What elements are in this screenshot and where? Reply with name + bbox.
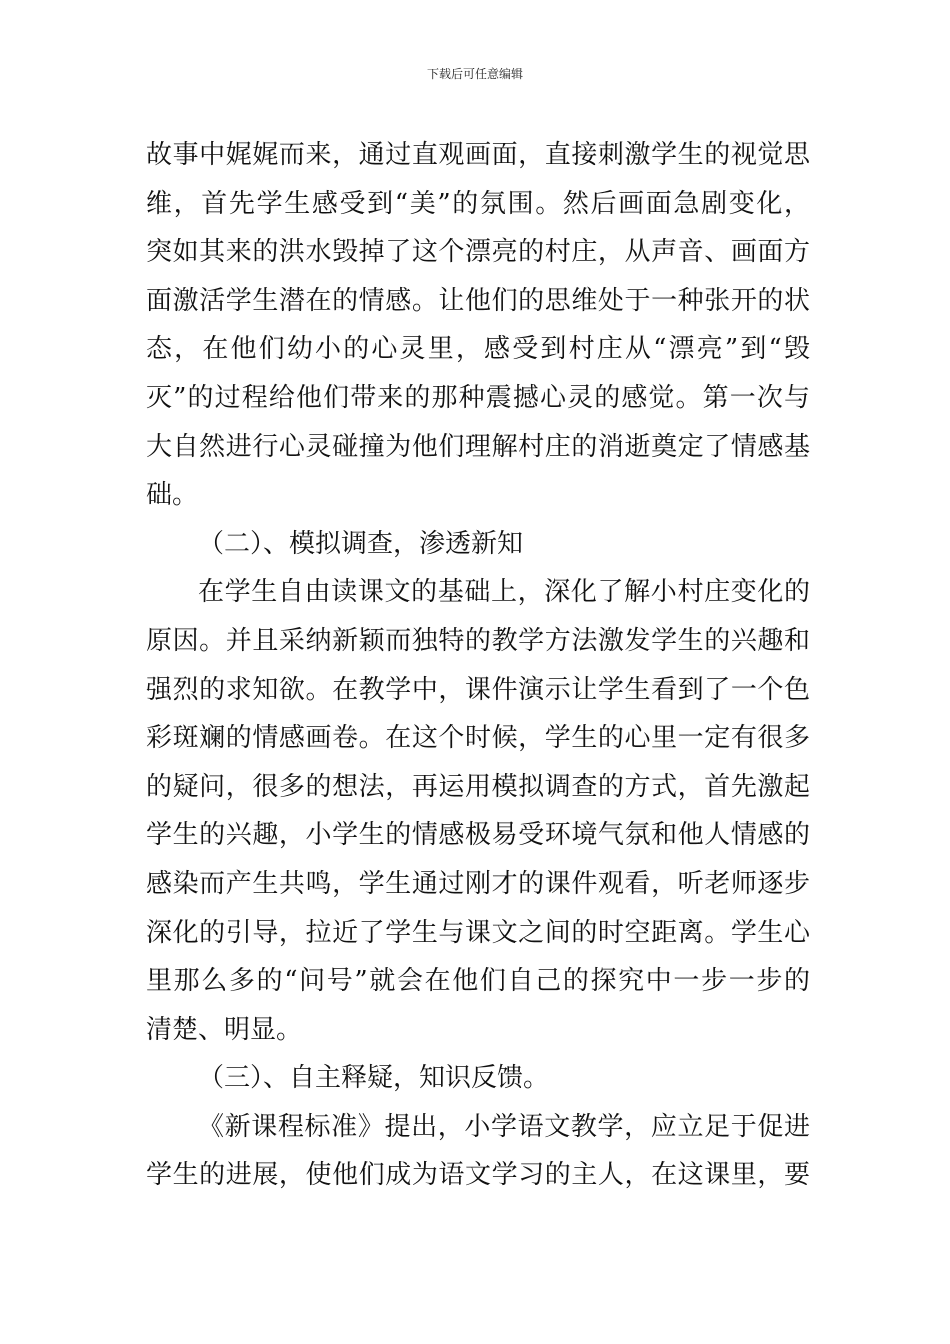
text-line: 彩斑斓的情感画卷。在这个时候，学生的心里一定有很多 [146,723,810,754]
text-line: 原因。并且采纳新颖而独特的教学方法激发学生的兴趣和 [146,625,810,656]
text-line: 学生的进展，使他们成为语文学习的主人，在这课里，要 [146,1160,810,1191]
text-line: 学生的兴趣，小学生的情感极易受环境气氛和他人情感的 [146,820,810,851]
text-line: 故事中娓娓而来，通过直观画面，直接刺激学生的视觉思 [146,140,810,170]
page-header: 下载后可任意编辑 [426,67,523,81]
text-line: 础。 [146,480,199,511]
text-line: 清楚、明显。 [146,1014,303,1045]
text-line: 灭”的过程给他们带来的那种震撼心灵的感觉。第一次与 [146,382,810,413]
text-line: 《新课程标准》提出，小学语文教学，应立足于促进 [198,1111,810,1142]
text-line: 面激活学生潜在的情感。让他们的思维处于一种张开的状 [146,285,810,316]
text-line: 感染而产生共鸣，学生通过刚才的课件观看，听老师逐步 [146,868,810,899]
text-line: 里那么多的“问号”就会在他们自己的探究中一步一步的 [146,966,810,997]
text-line: 大自然进行心灵碰撞为他们理解村庄的消逝奠定了情感基 [146,431,810,462]
text-line: 强烈的求知欲。在教学中，课件演示让学生看到了一个色 [146,674,810,705]
text-line: 态，在他们幼小的心灵里，感受到村庄从“漂亮”到“毁 [146,334,810,365]
text-line: 在学生自由读课文的基础上，深化了解小村庄变化的 [198,577,810,608]
text-line: 的疑问，很多的想法，再运用模拟调查的方式，首先激起 [146,771,810,802]
text-line: 维，首先学生感受到“美”的氛围。然后画面急剧变化， [146,188,810,219]
text-line: 突如其来的洪水毁掉了这个漂亮的村庄，从声音、画面方 [146,237,810,268]
text-line: 深化的引导，拉近了学生与课文之间的时空距离。学生心 [146,917,810,948]
text-line: （三）、自主释疑，知识反馈。 [198,1063,550,1094]
document-body [146,131,810,1200]
text-line: （二）、模拟调查，渗透新知 [198,528,524,559]
